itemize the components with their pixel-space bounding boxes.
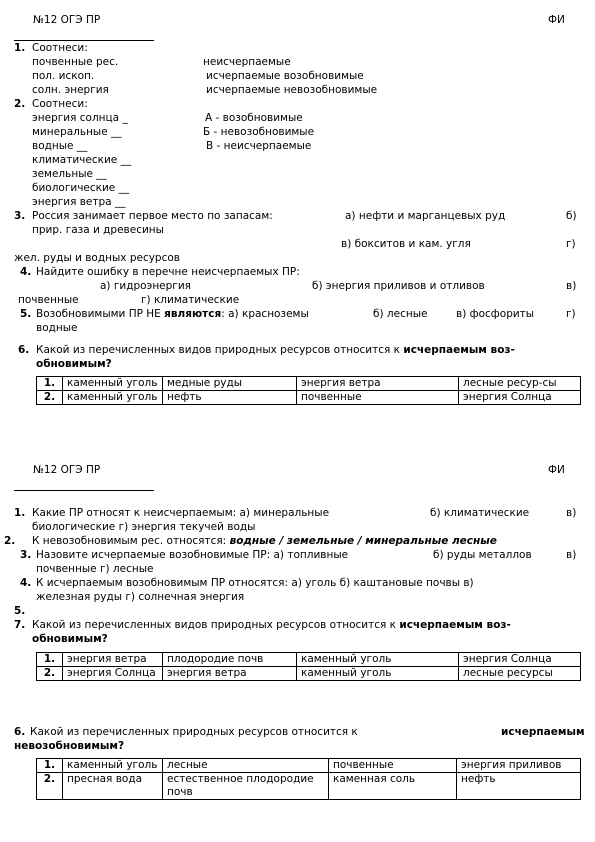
sheet1-q5-option-g: водные: [36, 322, 78, 334]
sheet1-q1-right-1: неисчерпаемые: [203, 56, 291, 68]
sheet1-q3-option-a: а) нефти и марганцевых руд: [345, 210, 506, 222]
sheet2-q6-text-bold: исчерпаемым: [501, 726, 585, 738]
sheet1-q5-option-v: в) фосфориты: [456, 308, 535, 320]
sheet1-q1-title: Соотнеси:: [32, 42, 88, 54]
table-row: [37, 653, 581, 667]
sheet2-q1-text: Какие ПР относят к неисчерпаемым: а) минеральные: [32, 507, 330, 519]
sheet2-q4-text: К исчерпаемым возобновимым ПР относятся: а) уголь б) каштановые почвы в): [36, 577, 474, 589]
sheet1-q2-left-5: земельные __: [32, 168, 107, 180]
sheet1-header-title: №12 ОГЭ ПР: [33, 14, 101, 26]
table-cell: 2.: [37, 391, 63, 405]
sheet1-q2-left-6: биологические __: [32, 182, 130, 194]
table-cell: медные руды: [163, 377, 297, 391]
table-cell: энергия Солнца: [63, 667, 163, 681]
sheet1-q5-option-b: б) лесные: [373, 308, 428, 320]
sheet2-q7-text: Какой из перечисленных видов природных ресурсов относится к исчерпаемым воз-: [32, 619, 511, 631]
table-cell: каменный уголь: [63, 377, 163, 391]
sheet1-q2-left-2: минеральные __: [32, 126, 122, 138]
sheet2-q7-text-cont: обновимым?: [32, 633, 108, 645]
sheet2-q3-text: Назовите исчерпаемые возобновимые ПР: а) топливные: [36, 549, 349, 561]
table-cell: энергия Солнца: [459, 391, 581, 405]
sheet2-q1-option-v-letter: в): [566, 507, 577, 519]
sheet1-header-fi: ФИ: [548, 14, 565, 26]
sheet2-answer-table-1: [36, 652, 581, 681]
sheet2-answer-table-2: [36, 758, 581, 800]
sheet1-q6-number: 6.: [18, 344, 30, 356]
sheet2-q7-number: 7.: [14, 619, 26, 631]
sheet1-q5-number: 5.: [20, 308, 32, 320]
sheet1-q1-number: 1.: [14, 42, 26, 54]
sheet1-q5-text: Возобновимыми ПР НЕ являются: а) красноземы: [36, 308, 309, 320]
sheet1-q2-right-3: В - неисчерпаемые: [206, 140, 312, 152]
sheet1-q1-right-3: исчерпаемые невозобновимые: [206, 84, 378, 96]
sheet1-q1-right-2: исчерпаемые возобновимые: [206, 70, 364, 82]
table-cell: лесные ресур-сы: [459, 377, 581, 391]
sheet1-q2-title: Соотнеси:: [32, 98, 88, 110]
table-cell: 2.: [37, 773, 63, 800]
table-cell: каменный уголь: [297, 653, 459, 667]
table-cell: 1.: [37, 377, 63, 391]
table-cell: почвенные: [329, 759, 457, 773]
table-cell: энергия ветра: [63, 653, 163, 667]
sheet2-q3-option-v-letter: в): [566, 549, 577, 561]
table-cell: почвенные: [297, 391, 459, 405]
table-cell: нефть: [457, 773, 581, 800]
table-cell: лесные: [163, 759, 329, 773]
table-row: [37, 773, 581, 800]
sheet1-q3-option-v: в) бокситов и кам. угля: [341, 238, 471, 250]
sheet1-q2-left-3: водные __: [32, 140, 88, 152]
table-cell: энергия ветра: [297, 377, 459, 391]
table-cell: естественное плодородие почв: [163, 773, 329, 800]
sheet1-q3-option-g: жел. руды и водных ресурсов: [14, 252, 180, 264]
sheet1-q4-option-g: г) климатические: [141, 294, 240, 306]
sheet2-q1-number: 1.: [14, 507, 26, 519]
sheet2-header-title: №12 ОГЭ ПР: [33, 464, 101, 476]
sheet1-q6-text: Какой из перечисленных видов природных ресурсов относится к исчерпаемым воз-: [36, 344, 515, 356]
sheet1-q6-text-cont: обновимым?: [36, 358, 112, 370]
sheet1-q4-option-a: а) гидроэнергия: [100, 280, 191, 292]
sheet2-q3-number: 3.: [20, 549, 32, 561]
sheet2-q6-text: Какой из перечисленных природных ресурсов относится к: [30, 726, 358, 738]
sheet1-q5-option-g-letter: г): [566, 308, 576, 320]
sheet1-answer-table: [36, 376, 581, 405]
sheet1-name-line: [14, 40, 154, 41]
sheet1-q4-option-v: почвенные: [18, 294, 79, 306]
sheet2-q5-number: 5.: [14, 605, 26, 617]
sheet2-q4-number: 4.: [20, 577, 32, 589]
table-row: [37, 391, 581, 405]
sheet1-q1-left-3: солн. энергия: [32, 84, 109, 96]
table-cell: плодородие почв: [163, 653, 297, 667]
table-cell: пресная вода: [63, 773, 163, 800]
sheet1-q3-option-b: прир. газа и древесины: [32, 224, 164, 236]
sheet1-q4-number: 4.: [20, 266, 32, 278]
sheet1-q2-left-1: энергия солнца _: [32, 112, 128, 124]
sheet1-q3-number: 3.: [14, 210, 26, 222]
sheet1-q4-option-v-letter: в): [566, 280, 577, 292]
table-cell: каменный уголь: [297, 667, 459, 681]
sheet2-q4-text-cont: железная руды г) солнечная энергия: [36, 591, 245, 603]
table-cell: энергия приливов: [457, 759, 581, 773]
table-cell: 2.: [37, 667, 63, 681]
sheet2-q6-text-cont: невозобновимым?: [14, 740, 125, 752]
sheet2-q2-number: 2.: [4, 535, 16, 547]
sheet1-q2-number: 2.: [14, 98, 26, 110]
sheet1-q1-left-1: почвенные рес.: [32, 56, 119, 68]
sheet1-q4-option-b: б) энергия приливов и отливов: [312, 280, 485, 292]
table-cell: 1.: [37, 653, 63, 667]
table-row: [37, 667, 581, 681]
table-cell: нефть: [163, 391, 297, 405]
table-cell: 1.: [37, 759, 63, 773]
sheet1-q1-left-2: пол. ископ.: [32, 70, 95, 82]
sheet2-name-line: [14, 490, 154, 491]
sheet1-q2-left-4: климатические __: [32, 154, 132, 166]
table-cell: лесные ресурсы: [459, 667, 581, 681]
table-cell: энергия ветра: [163, 667, 297, 681]
table-cell: каменный уголь: [63, 759, 163, 773]
sheet1-q3-option-b-letter: б): [566, 210, 577, 222]
sheet1-q2-right-1: А - возобновимые: [205, 112, 303, 124]
table-row: [37, 759, 581, 773]
table-cell: энергия Солнца: [459, 653, 581, 667]
sheet2-q3-option-b: б) руды металлов: [433, 549, 532, 561]
sheet1-q2-left-7: энергия ветра __: [32, 196, 126, 208]
table-cell: каменная соль: [329, 773, 457, 800]
sheet2-q1-text-cont: биологические г) энергия текучей воды: [32, 521, 256, 533]
sheet2-header-fi: ФИ: [548, 464, 565, 476]
sheet2-q2-text: К невозобновимым рес. относятся: водные / земельные / минеральные лесные: [32, 535, 497, 547]
sheet2-q3-text-cont: почвенные г) лесные: [36, 563, 154, 575]
table-row: [37, 377, 581, 391]
sheet1-q2-right-2: Б - невозобновимые: [203, 126, 315, 138]
table-cell: каменный уголь: [63, 391, 163, 405]
sheet2-q1-option-b: б) климатические: [430, 507, 530, 519]
sheet1-q3-option-g-letter: г): [566, 238, 576, 250]
sheet1-q4-text: Найдите ошибку в перечне неисчерпаемых ПР:: [36, 266, 300, 278]
sheet2-q6-number: 6.: [14, 726, 26, 738]
sheet1-q3-text: Россия занимает первое место по запасам:: [32, 210, 273, 222]
